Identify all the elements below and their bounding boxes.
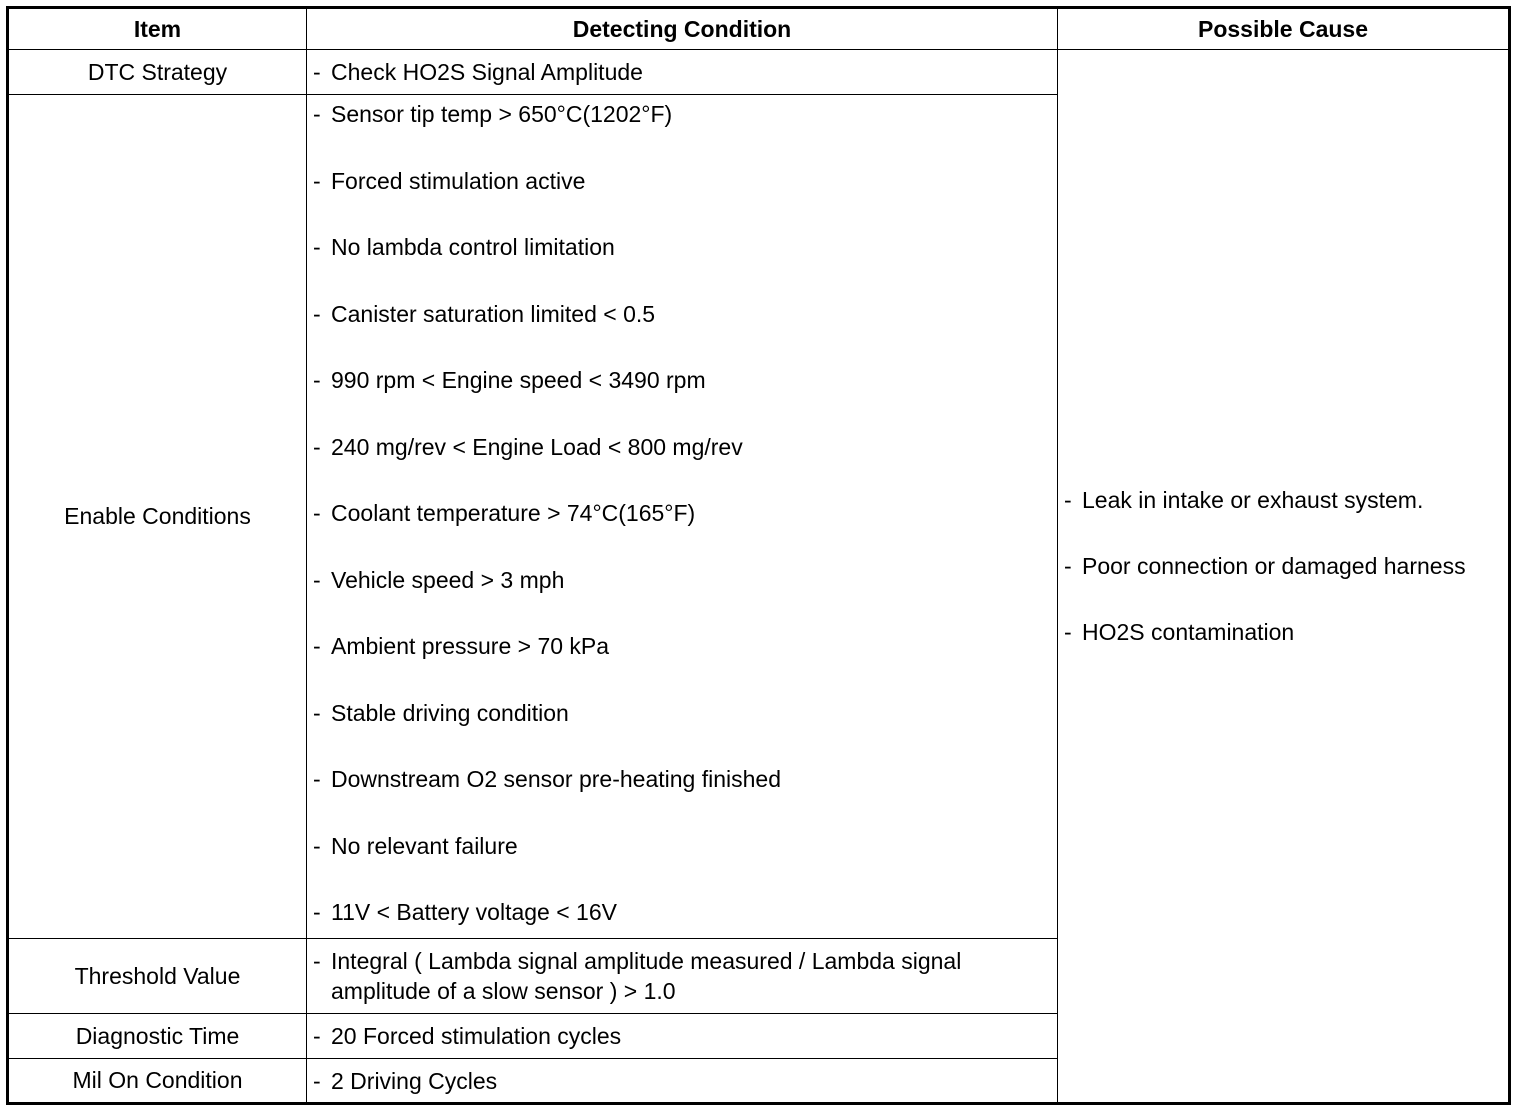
condition-text: 990 rpm < Engine speed < 3490 rpm xyxy=(331,367,706,393)
list-item xyxy=(313,565,1057,632)
condition-threshold-value xyxy=(307,939,1058,1014)
condition-text: No lambda control limitation xyxy=(331,234,615,260)
cause-text: Leak in intake or exhaust system. xyxy=(1082,487,1424,513)
bullet-dash: - xyxy=(313,566,321,593)
bullet-dash: - xyxy=(313,167,321,194)
row-dtc-strategy xyxy=(8,50,1510,95)
list-item xyxy=(313,897,1057,927)
condition-text: Downstream O2 sensor pre-heating finished xyxy=(331,766,782,792)
list-item xyxy=(313,365,1057,432)
condition-text: Ambient pressure > 70 kPa xyxy=(331,633,610,659)
list-item xyxy=(313,831,1057,898)
list-item xyxy=(313,432,1057,499)
bullet-dash: - xyxy=(313,367,321,393)
header-possible-cause: Possible Cause xyxy=(1058,8,1510,50)
list-item xyxy=(313,698,1057,765)
condition-text: 2 Driving Cycles xyxy=(331,1067,498,1094)
bullet-dash: - xyxy=(313,832,321,859)
condition-text: Canister saturation limited < 0.5 xyxy=(331,300,656,327)
enable-conditions-list xyxy=(313,95,1057,927)
item-threshold-value: Threshold Value xyxy=(8,939,307,1014)
list-item xyxy=(313,299,1057,366)
list-item xyxy=(313,764,1057,831)
list-item xyxy=(313,498,1057,565)
item-dtc-strategy: DTC Strategy xyxy=(8,50,307,95)
bullet-dash: - xyxy=(313,699,321,726)
cause-item xyxy=(1064,551,1508,617)
condition-text: 240 mg/rev < Engine Load < 800 mg/rev xyxy=(331,433,743,460)
bullet-dash: - xyxy=(1064,619,1072,645)
bullet-dash: - xyxy=(313,948,321,974)
cause-list xyxy=(1064,485,1508,647)
bullet-dash: - xyxy=(313,1067,321,1094)
bullet-dash: - xyxy=(313,234,321,260)
list-item xyxy=(313,166,1057,233)
bullet-dash: - xyxy=(313,300,321,327)
condition-text: Coolant temperature > 74°C(165°F) xyxy=(331,500,696,526)
condition-text: Forced stimulation active xyxy=(331,167,586,194)
condition-text: Integral ( Lambda signal amplitude measured / Lambda signal amplitude of a slow sensor ) > 1.0 xyxy=(331,948,962,1004)
list-item xyxy=(313,631,1057,698)
bullet-dash: - xyxy=(313,433,321,460)
condition-text: Check HO2S Signal Amplitude xyxy=(331,59,643,85)
cause-item xyxy=(1064,617,1508,647)
condition-text: 20 Forced stimulation cycles xyxy=(331,1023,622,1049)
header-detecting-condition: Detecting Condition xyxy=(307,8,1058,50)
bullet-dash: - xyxy=(313,1023,321,1049)
item-diagnostic-time: Diagnostic Time xyxy=(8,1014,307,1059)
bullet-dash: - xyxy=(313,633,321,659)
header-item: Item xyxy=(8,8,307,50)
condition-enable-conditions xyxy=(307,95,1058,939)
bullet-dash: - xyxy=(313,101,321,127)
condition-mil-on-condition xyxy=(307,1059,1058,1104)
bullet-dash: - xyxy=(313,899,321,925)
bullet-dash: - xyxy=(1064,487,1072,513)
list-item xyxy=(313,232,1057,299)
possible-cause-cell xyxy=(1058,50,1510,1104)
item-mil-on-condition: Mil On Condition xyxy=(8,1059,307,1104)
header-row xyxy=(8,8,1510,50)
condition-dtc-strategy xyxy=(307,50,1058,95)
bullet-dash: - xyxy=(313,766,321,792)
bullet-dash: - xyxy=(1064,553,1072,579)
condition-text: Stable driving condition xyxy=(331,699,569,726)
condition-text: Sensor tip temp > 650°C(1202°F) xyxy=(331,101,673,127)
cause-text: Poor connection or damaged harness xyxy=(1082,553,1466,579)
condition-text: No relevant failure xyxy=(331,832,518,859)
item-enable-conditions: Enable Conditions xyxy=(8,95,307,939)
dtc-table xyxy=(6,6,1511,1105)
list-item xyxy=(313,99,1057,166)
condition-text: 11V < Battery voltage < 16V xyxy=(331,899,617,925)
bullet-dash: - xyxy=(313,59,321,85)
bullet-dash: - xyxy=(313,500,321,526)
condition-text: Vehicle speed > 3 mph xyxy=(331,566,565,593)
cause-text: HO2S contamination xyxy=(1082,619,1295,645)
condition-diagnostic-time xyxy=(307,1014,1058,1059)
cause-item xyxy=(1064,485,1508,551)
